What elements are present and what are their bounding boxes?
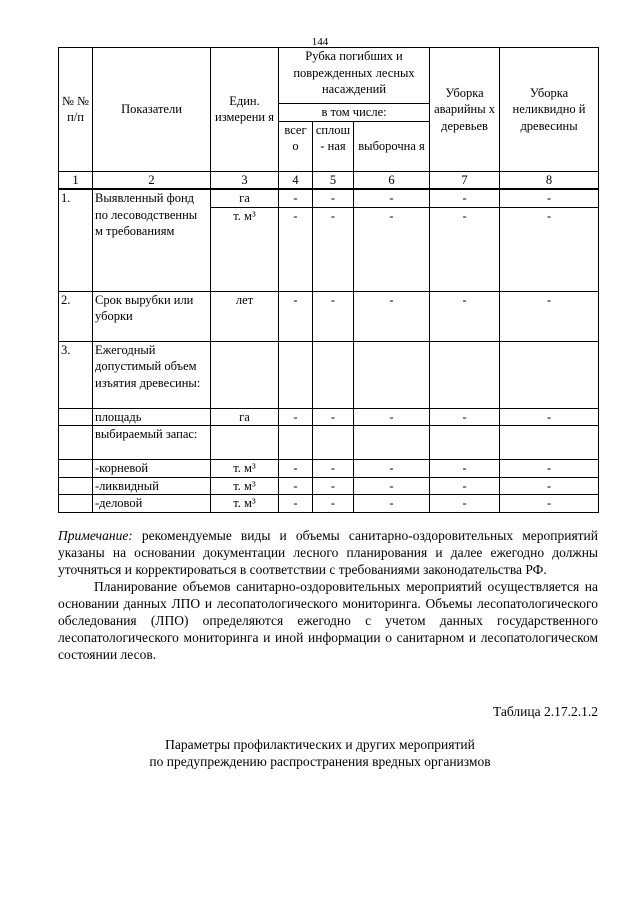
cell: -: [279, 495, 313, 513]
row-unit: га: [211, 189, 279, 207]
cell: -: [313, 495, 354, 513]
col-number: 2: [93, 171, 211, 189]
header-indicator: Показатели: [93, 48, 211, 172]
cell: -: [279, 291, 313, 341]
table-title: [0, 736, 640, 770]
row-unit: [211, 426, 279, 460]
col-number: 1: [59, 171, 93, 189]
note-label: Примечание:: [58, 528, 133, 543]
page-number: 144: [311, 36, 329, 48]
cell: -: [354, 408, 430, 426]
col-number: 3: [211, 171, 279, 189]
note-text: рекомендуемые виды и объемы санитарно-оздоровительных мероприятий указаны на основании документации лесного планирования и далее ежегодно должны уточняться и корректироваться в соответствии с требованиями законодательства РФ.: [58, 528, 598, 577]
row-label: -деловой: [93, 495, 211, 513]
row-label: Ежегодный допустимый объем изъятия древесины:: [93, 341, 211, 408]
col-number: 5: [313, 171, 354, 189]
cell: [500, 341, 599, 408]
cell: -: [500, 477, 599, 495]
note-block: [58, 527, 598, 663]
cell: -: [313, 189, 354, 207]
cell: -: [354, 477, 430, 495]
cell: -: [500, 460, 599, 478]
row-num: [59, 477, 93, 495]
cell: -: [430, 408, 500, 426]
header-illiquid: Уборка неликвидно й древесины: [500, 48, 599, 172]
table-row: [59, 341, 599, 408]
cell: -: [500, 495, 599, 513]
header-selective: выборочна я: [354, 121, 430, 171]
header-total: всег о: [279, 121, 313, 171]
row-num: 3.: [59, 341, 93, 408]
title-line-2: по предупреждению распространения вредных организмов: [149, 754, 491, 769]
row-label: -корневой: [93, 460, 211, 478]
header-unit: Един. измерени я: [211, 48, 279, 172]
cell: -: [430, 460, 500, 478]
row-num: [59, 460, 93, 478]
row-num: 2.: [59, 291, 93, 341]
cell: -: [279, 408, 313, 426]
table-row: [59, 408, 599, 426]
row-label: площадь: [93, 408, 211, 426]
cell: -: [354, 189, 430, 207]
cell: -: [279, 189, 313, 207]
table-row: [59, 189, 599, 207]
note-paragraph: [58, 527, 598, 578]
row-num: [59, 426, 93, 460]
col-number: 7: [430, 171, 500, 189]
cell: -: [354, 207, 430, 291]
cell: [500, 426, 599, 460]
row-label: -ликвидный: [93, 477, 211, 495]
row-num: [59, 408, 93, 426]
table-row: [59, 426, 599, 460]
row-num: 1.: [59, 189, 93, 291]
table-row: [59, 495, 599, 513]
row-unit: т. м³: [211, 495, 279, 513]
cell: -: [500, 408, 599, 426]
cell: -: [430, 189, 500, 207]
cell: [354, 426, 430, 460]
header-num: № № п/п: [59, 48, 93, 172]
cell: -: [313, 207, 354, 291]
cell: -: [313, 291, 354, 341]
row-unit: [211, 341, 279, 408]
row-label: выбираемый запас:: [93, 426, 211, 460]
header-felling: Рубка погибших и поврежденных лесных насаждений: [279, 48, 430, 104]
row-unit: т. м³: [211, 207, 279, 291]
cell: -: [430, 495, 500, 513]
table-row: [59, 477, 599, 495]
cell: [430, 341, 500, 408]
cell: -: [430, 291, 500, 341]
cell: [279, 426, 313, 460]
col-number: 4: [279, 171, 313, 189]
cell: -: [354, 291, 430, 341]
row-label: Выявленный фонд по лесоводственны м требованиям: [93, 189, 211, 291]
col-number: 6: [354, 171, 430, 189]
cell: -: [430, 207, 500, 291]
header-incl: в том числе:: [279, 104, 430, 122]
felling-table: [58, 47, 599, 513]
row-unit: га: [211, 408, 279, 426]
cell: -: [430, 477, 500, 495]
cell: -: [313, 477, 354, 495]
header-clear: сплош - ная: [313, 121, 354, 171]
row-unit: лет: [211, 291, 279, 341]
col-number: 8: [500, 171, 599, 189]
title-line-1: Параметры профилактических и других мероприятий: [165, 737, 475, 752]
cell: -: [500, 291, 599, 341]
table-row: [59, 291, 599, 341]
cell: -: [500, 189, 599, 207]
row-num: [59, 495, 93, 513]
header-emergency: Уборка аварийны х деревьев: [430, 48, 500, 172]
cell: [313, 426, 354, 460]
cell: -: [279, 460, 313, 478]
cell: -: [313, 460, 354, 478]
row-unit: т. м³: [211, 477, 279, 495]
cell: -: [354, 495, 430, 513]
row-label: Срок вырубки или уборки: [93, 291, 211, 341]
cell: -: [313, 408, 354, 426]
cell: [430, 426, 500, 460]
cell: [279, 341, 313, 408]
table-caption: Таблица 2.17.2.1.2: [493, 704, 598, 719]
col-number-row: [59, 171, 599, 189]
cell: -: [279, 477, 313, 495]
cell: -: [354, 460, 430, 478]
cell: [313, 341, 354, 408]
cell: -: [279, 207, 313, 291]
planning-paragraph: Планирование объемов санитарно-оздоровительных мероприятий осуществляется на основании данных ЛПО и лесопатологического мониторинга. Объемы лесопатологического обследования (ЛПО) определяются ежегодно с учетом данных государственного лесопатологического мониторинга и иной информации о санитарном и лесопатологическом состоянии лесов.: [58, 579, 598, 662]
cell: -: [500, 207, 599, 291]
row-unit: т. м³: [211, 460, 279, 478]
table-row: [59, 460, 599, 478]
cell: [354, 341, 430, 408]
